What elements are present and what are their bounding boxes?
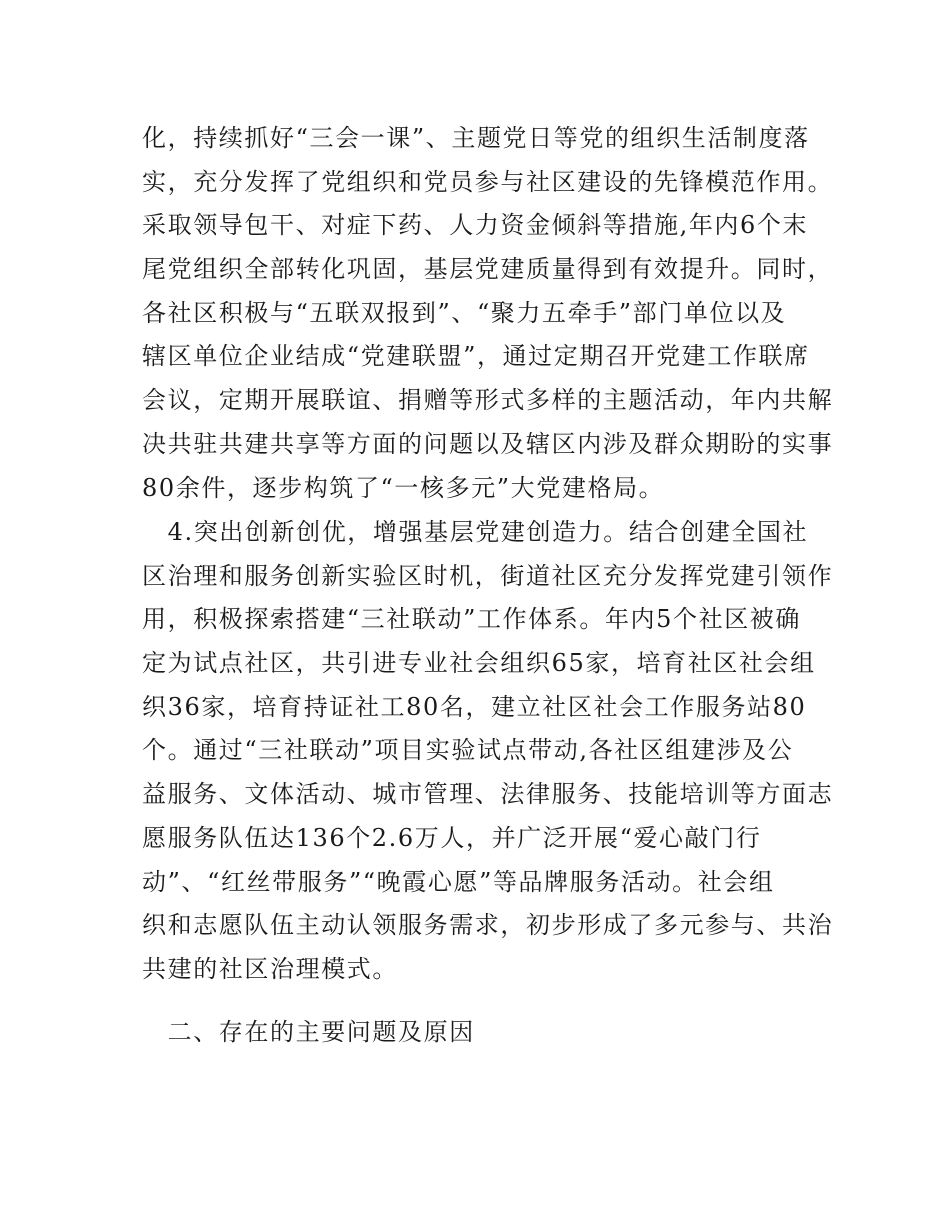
- paragraph-line: 区治理和服务创新实验区时机，街道社区充分发挥党建引领作: [142, 561, 834, 590]
- paragraph-line: 尾党组织全部转化巩固，基层党建质量得到有效提升。同时，: [142, 255, 834, 284]
- paragraph-line: 个。通过“三社联动”项目实验试点带动,各社区组建涉及公: [142, 736, 794, 765]
- paragraph-line: 4.突出创新创优，增强基层党建创造力。结合创建全国社: [142, 518, 809, 546]
- section-heading: 二、存在的主要问题及原因: [142, 1018, 475, 1046]
- paragraph-line: 采取领导包干、对症下药、人力资金倾斜等措施,年内6个末: [142, 211, 809, 240]
- paragraph-line: 动”、“红丝带服务”“晚霞心愿”等品牌服务活动。社会组: [142, 867, 775, 896]
- paragraph-line: 决共驻共建共享等方面的问题以及辖区内涉及群众期盼的实事: [142, 429, 834, 458]
- paragraph-line: 各社区积极与“五联双报到”、“聚力五牵手”部门单位以及: [142, 298, 787, 327]
- paragraph-4: [142, 511, 834, 992]
- paragraph-line: 用，积极探索搭建“三社联动”工作体系。年内5个社区被确: [142, 605, 802, 634]
- paragraph-line: 织和志愿队伍主动认领服务需求，初步形成了多元参与、共治: [142, 911, 834, 940]
- paragraph-line: 80余件，逐步构筑了“一核多元”大党建格局。: [142, 473, 665, 502]
- paragraph-line: 共建的社区治理模式。: [142, 954, 398, 983]
- paragraph-line: 辖区单位企业结成“党建联盟”，通过定期召开党建工作联席: [142, 342, 810, 371]
- section-heading-block: [142, 1011, 812, 1055]
- paragraph-line: 会议，定期开展联谊、捐赠等形式多样的主题活动，年内共解: [142, 386, 834, 415]
- paragraph-line: 实，充分发挥了党组织和党员参与社区建设的先锋模范作用。: [142, 167, 834, 196]
- paragraph-line: 化，持续抓好“三会一课”、主题党日等党的组织生活制度落: [142, 124, 810, 152]
- paragraph-line: 定为试点社区，共引进专业社会组织65家，培育社区社会组: [142, 649, 816, 678]
- paragraph-line: 益服务、文体活动、城市管理、法律服务、技能培训等方面志: [142, 780, 834, 809]
- paragraph-line: 愿服务队伍达136个2.6万人，并广泛开展“爱心敲门行: [142, 823, 762, 852]
- paragraph-line: 织36家，培育持证社工80名，建立社区社会工作服务站80: [142, 692, 807, 721]
- paragraph-continuation: [142, 117, 834, 510]
